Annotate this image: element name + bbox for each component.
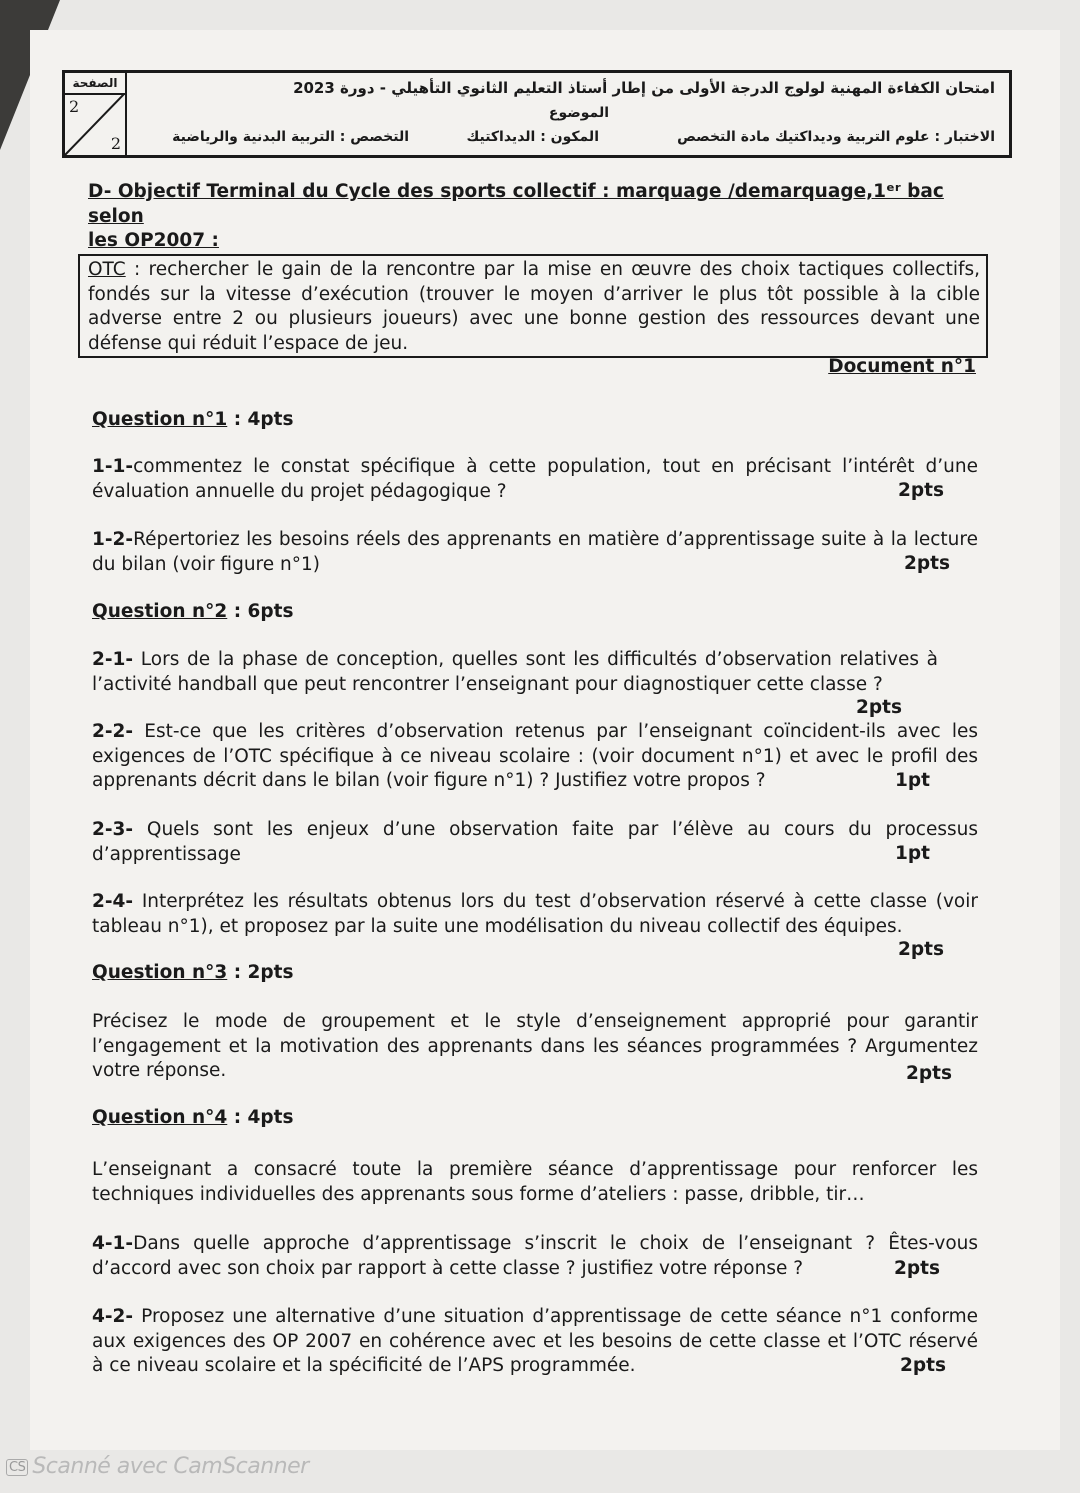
- points-1-1: 2pts: [898, 480, 944, 501]
- question-2-3: 2-3- Quels sont les enjeux d’une observation faite par l’élève au cours du processus d’apprentissage 1pt: [92, 819, 978, 865]
- question-2-1: 2-1- Lors de la phase de conception, quelles sont les difficultés d’observation relatives à l’activité handball que peut rencontrer l’enseignant pour diagnostiquer cette classe ? 2pts: [92, 648, 978, 697]
- question-2-title: Question n°2 : 6pts: [92, 601, 294, 622]
- camscanner-logo: CS: [6, 1459, 28, 1476]
- component-label: المكون : الديداكتيك: [466, 129, 599, 145]
- exam-header: [62, 70, 1012, 158]
- question-4-1: 4-1-Dans quelle approche d’apprentissage s’inscrit le choix de l’enseignant ? Êtes-vous d’accord avec son choix par rapport à cette classe ? justifiez votre réponse ? 2pts: [92, 1232, 978, 1281]
- points-2-2: 1pt: [895, 770, 930, 791]
- page-number-box: [65, 73, 127, 155]
- question-1-title: Question n°1 : 4pts: [92, 409, 294, 430]
- question-2-2: 2-2- Est-ce que les critères d’observation retenus par l’enseignant coïncident-ils avec les exigences de l’OTC spécifique à ce niveau scolaire : (voir document n°1) et avec le profil des apprenants décrit dans le bilan (voir figure n°1) ? Justifiez votre propos ? 1pt: [92, 720, 978, 794]
- question-3-text: Précisez le mode de groupement et le style d’enseignement approprié pour garantir l’engagement et la motivation des apprenants dans les séances programmées ? Argumentez votre réponse. 2pts: [92, 1010, 978, 1084]
- scanner-text: Scanné avec CamScanner: [32, 1454, 309, 1479]
- specialty-label: التخصص : التربية البدنية والرياضية: [172, 129, 409, 145]
- section-d-title: [88, 180, 980, 254]
- points-3: 2pts: [906, 1063, 952, 1084]
- question-1-1: 1-1-commentez le constat spécifique à cette population, tout en précisant l’intérêt d’une évaluation annuelle du projet pédagogique ? 2pts: [92, 456, 978, 502]
- section-title-line1: D- Objectif Terminal du Cycle des sports collectif : marquage /demarquage,1ᵉʳ bac selon: [88, 181, 944, 227]
- question-1-2: 1-2-Répertoriez les besoins réels des apprenants en matière d’apprentissage suite à la lecture du bilan (voir figure n°1) 2pts: [92, 529, 978, 575]
- test-label: الاختبار : علوم التربية وديداكتيك مادة التخصص: [677, 129, 995, 145]
- scanner-watermark: [6, 1454, 309, 1479]
- points-4-2: 2pts: [900, 1355, 946, 1376]
- points-1-2: 2pts: [904, 553, 950, 574]
- points-2-4: 2pts: [898, 939, 944, 960]
- otc-label: OTC: [88, 259, 126, 280]
- subject-label: الموضوع: [548, 105, 609, 121]
- document-label: Document n°1: [828, 356, 976, 377]
- question-4-2: 4-2- Proposez une alternative d’une situation d’apprentissage de cette séance n°1 conforme aux exigences des OP 2007 en cohérence avec et les besoins de cette classe et l’OTC réservé à ce niveau scolaire et la spécificité de l’APS programmée. 2pts: [92, 1305, 978, 1379]
- question-4-intro: L’enseignant a consacré toute la première séance d’apprentissage pour renforcer les techniques individuelles des apprenants sous forme d’ateliers : passe, dribble, tir…: [92, 1159, 978, 1205]
- exam-title: امتحان الكفاءة المهنية لولوج الدرجة الأولى من إطار أستاذ التعليم الثانوي التأهيلي - دورة 2023: [293, 79, 995, 97]
- points-2-3: 1pt: [895, 843, 930, 864]
- section-title-line2: les OP2007 :: [88, 230, 219, 251]
- otc-text: : rechercher le gain de la rencontre par la mise en œuvre des choix tactiques collectifs, fondés sur la vitesse d’exécution (trouver le moyen d’arriver le plus tôt possible à la cible adverse entre 2 ou plusieurs joueurs) avec une bonne gestion des ressources devant une défense qui réduit l’espace de jeu.: [88, 259, 980, 354]
- otc-paragraph: [88, 258, 980, 356]
- question-3-title: Question n°3 : 2pts: [92, 962, 294, 983]
- question-2-4: 2-4- Interprétez les résultats obtenus lors du test d’observation réservé à cette classe (voir tableau n°1), et proposez par la suite une modélisation du niveau collectif des équipes. 2pts: [92, 890, 978, 939]
- page-label: الصفحة: [65, 73, 125, 95]
- page-current: 2: [69, 97, 80, 116]
- points-2-1: 2pts: [856, 697, 902, 718]
- points-4-1: 2pts: [894, 1258, 940, 1279]
- question-4-title: Question n°4 : 4pts: [92, 1107, 294, 1128]
- page-total: 2: [110, 134, 121, 153]
